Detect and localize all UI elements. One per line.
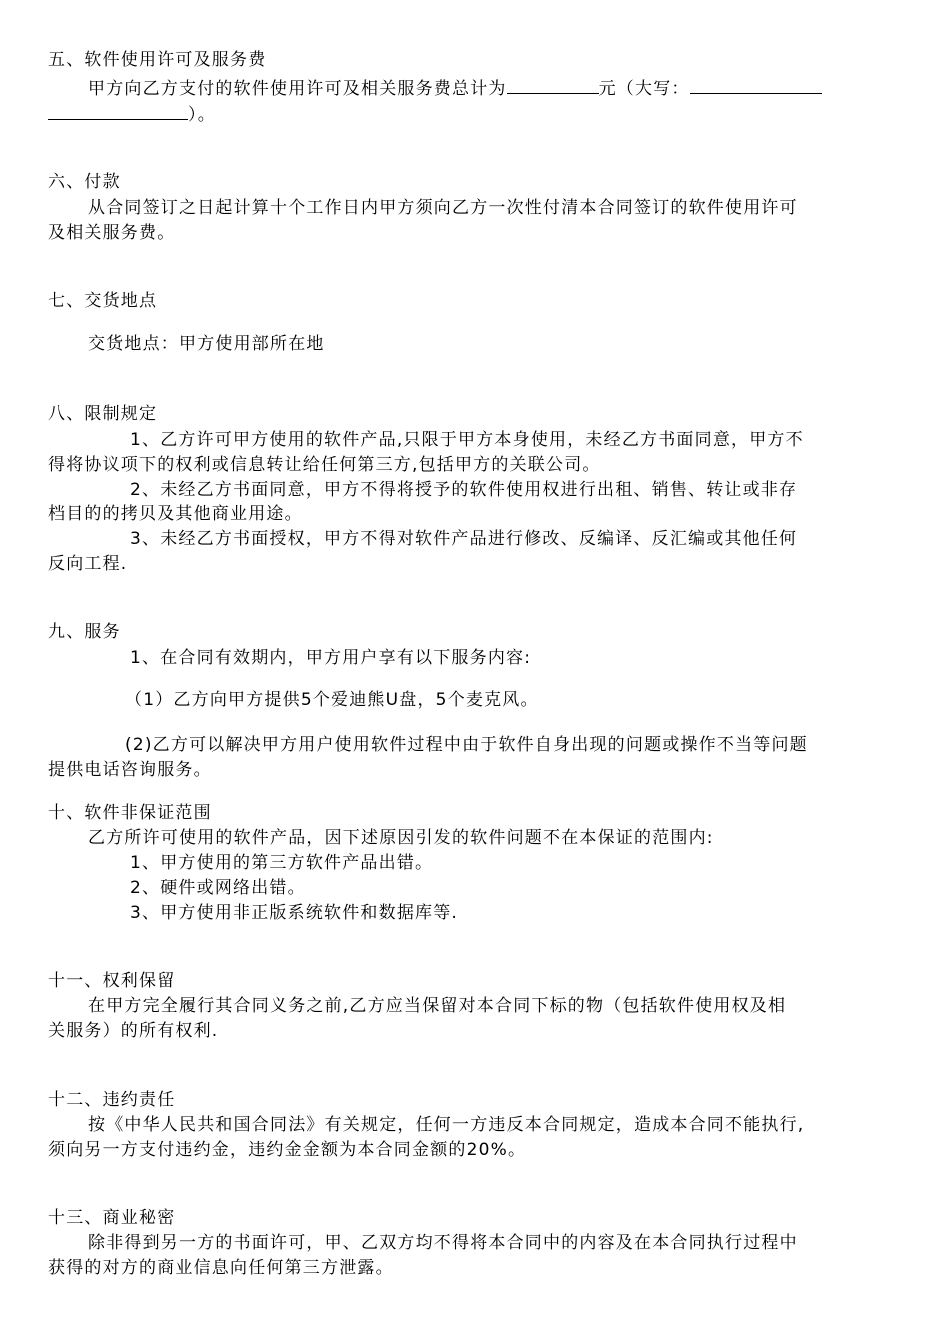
amount-uppercase-blank-cont xyxy=(48,102,188,120)
section-9-point-2-line-2: 提供电话咨询服务。 xyxy=(48,760,212,780)
section-8-item-3-line-1: 3、未经乙方书面授权，甲方不得对软件产品进行修改、反编译、反汇编或其他任何 xyxy=(130,529,798,549)
section-5-heading: 五、软件使用许可及服务费 xyxy=(48,50,267,70)
section-10-line-1: 乙方所许可使用的软件产品，因下述原因引发的软件问题不在本保证的范围内: xyxy=(88,828,714,848)
section-8-heading: 八、限制规定 xyxy=(48,404,158,424)
amount-uppercase-blank xyxy=(690,76,822,94)
section-9-point-2-line-1: (2)乙方可以解决甲方用户使用软件过程中由于软件自身出现的问题或操作不当等问题 xyxy=(125,735,808,755)
fee-text-end: ）。 xyxy=(188,105,216,125)
section-10-item-1: 1、甲方使用的第三方软件产品出错。 xyxy=(130,853,434,873)
section-7-heading: 七、交货地点 xyxy=(48,291,158,311)
section-8-item-1-line-1: 1、乙方许可甲方使用的软件产品,只限于甲方本身使用，未经乙方书面同意，甲方不 xyxy=(130,430,804,450)
section-12-line-2: 须向另一方支付违约金，违约金金额为本合同金额的20%。 xyxy=(48,1140,527,1160)
section-10-item-3: 3、甲方使用非正版系统软件和数据库等. xyxy=(130,903,459,923)
section-8-item-2-line-1: 2、未经乙方书面同意，甲方不得将授予的软件使用权进行出租、销售、转让或非存 xyxy=(130,480,798,500)
fee-text-uppercase-label: 元（大写： xyxy=(598,79,690,99)
section-7-line-1: 交货地点：甲方使用部所在地 xyxy=(88,334,325,354)
section-6-line-1: 从合同签订之日起计算十个工作日内甲方须向乙方一次性付清本合同签订的软件使用许可 xyxy=(88,198,798,218)
section-8-item-1-line-2: 得将协议项下的权利或信息转让给任何第三方,包括甲方的关联公司。 xyxy=(48,455,601,475)
section-11-line-1: 在甲方完全履行其合同义务之前,乙方应当保留对本合同下标的物（包括软件使用权及相 xyxy=(88,996,787,1016)
section-9-point-1: （1）乙方向甲方提供5个爱迪熊U盘，5个麦克风。 xyxy=(125,690,539,710)
section-9-heading: 九、服务 xyxy=(48,622,121,642)
section-8-item-2-line-2: 档目的的拷贝及其他商业用途。 xyxy=(48,504,303,524)
section-11-line-2: 关服务）的所有权利. xyxy=(48,1021,219,1041)
fee-text: 甲方向乙方支付的软件使用许可及相关服务费总计为 xyxy=(88,79,507,99)
section-6-heading: 六、付款 xyxy=(48,172,121,192)
section-12-line-1: 按《中华人民共和国合同法》有关规定，任何一方违反本合同规定，造成本合同不能执行, xyxy=(88,1115,805,1135)
section-9-item-1: 1、在合同有效期内，甲方用户享有以下服务内容: xyxy=(130,648,532,668)
section-11-heading: 十一、权利保留 xyxy=(48,971,176,991)
section-5-line-1 xyxy=(88,76,822,101)
section-6-line-2: 及相关服务费。 xyxy=(48,223,176,243)
section-13-line-2: 获得的对方的商业信息向任何第三方泄露。 xyxy=(48,1258,394,1278)
section-10-heading: 十、软件非保证范围 xyxy=(48,803,212,823)
section-8-item-3-line-2: 反向工程. xyxy=(48,554,128,574)
section-5-line-2 xyxy=(48,102,216,127)
section-12-heading: 十二、违约责任 xyxy=(48,1090,176,1110)
section-13-line-1: 除非得到另一方的书面许可，甲、乙双方均不得将本合同中的内容及在本合同执行过程中 xyxy=(88,1233,798,1253)
section-10-item-2: 2、硬件或网络出错。 xyxy=(130,878,306,898)
section-13-heading: 十三、商业秘密 xyxy=(48,1208,176,1228)
amount-blank xyxy=(507,76,599,94)
